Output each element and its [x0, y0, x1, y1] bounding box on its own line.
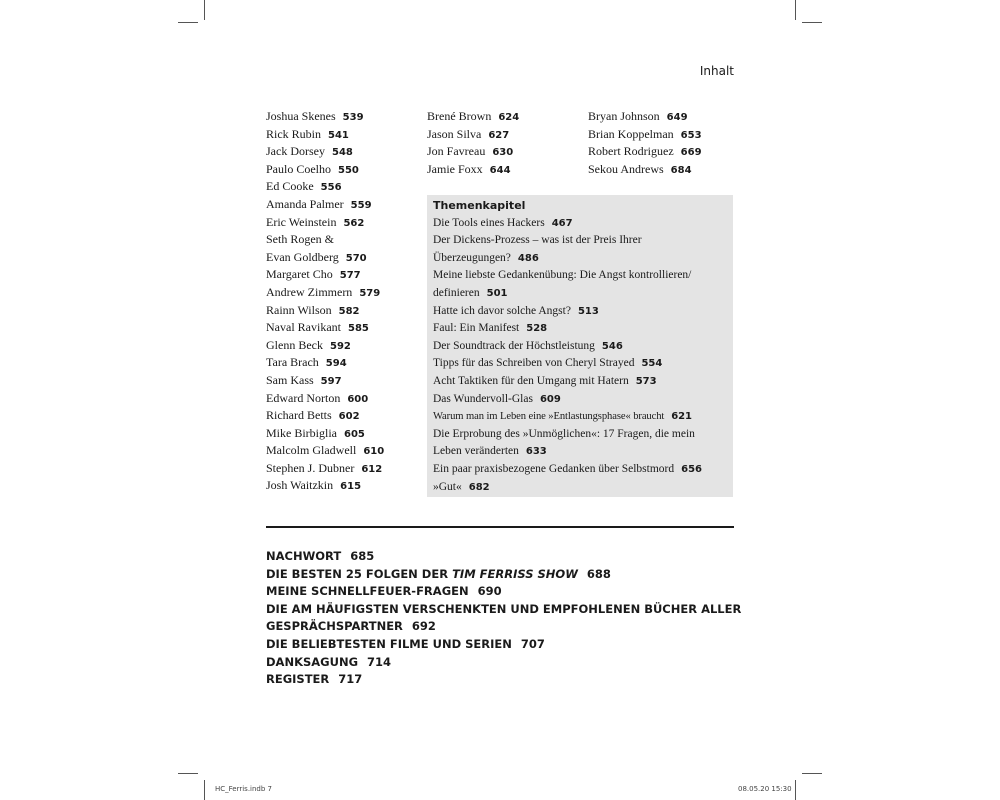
toc-entry: Tara Brach 594 [266, 355, 347, 370]
crop-mark [178, 773, 198, 774]
themen-entry: Hatte ich davor solche Angst? 513 [433, 304, 599, 317]
section-divider [266, 526, 734, 528]
toc-fragen: MEINE SCHNELLFEUER-FRAGEN 690 [266, 584, 502, 599]
themen-entry: Tipps für das Schreiben von Cheryl Strayed 554 [433, 357, 663, 370]
toc-danksagung: DANKSAGUNG 714 [266, 654, 392, 669]
toc-buecher: DIE AM HÄUFIGSTEN VERSCHENKTEN UND EMPFOHLENEN BÜCHER ALLER [266, 601, 742, 616]
themen-entry: Acht Taktiken für den Umgang mit Hatern 573 [433, 374, 657, 387]
crop-mark [795, 0, 796, 20]
toc-buecher-cont: GESPRÄCHSPARTNER 692 [266, 619, 436, 634]
themen-entry: Die Tools eines Hackers 467 [433, 216, 573, 229]
crop-mark [802, 22, 822, 23]
toc-entry: Stephen J. Dubner 612 [266, 460, 383, 475]
themen-entry: Leben veränderten 633 [433, 445, 547, 458]
themen-entry: Meine liebste Gedankenübung: Die Angst kontrollieren/ [433, 269, 692, 282]
toc-entry: Sam Kass 597 [266, 372, 342, 387]
toc-column-3 [588, 108, 738, 178]
themen-entry: definieren 501 [433, 286, 508, 299]
toc-entry: Naval Ravikant 585 [266, 320, 369, 335]
crop-mark [204, 0, 205, 20]
toc-entry: Edward Norton 600 [266, 390, 369, 405]
toc-entry: Rick Rubin 541 [266, 126, 349, 141]
toc-entry: Rainn Wilson 582 [266, 302, 360, 317]
slug-date: 08.05.20 15:30 [738, 785, 792, 793]
toc-folgen: DIE BESTEN 25 FOLGEN DER TIM FERRISS SHOW 688 [266, 566, 611, 581]
toc-entry: Brian Koppelman 653 [588, 126, 702, 141]
themen-entry: Der Soundtrack der Höchstleistung 546 [433, 339, 623, 352]
toc-entry: Eric Weinstein 562 [266, 214, 365, 229]
themen-entry: Die Erprobung des »Unmöglichen«: 17 Fragen, die mein [433, 427, 695, 440]
crop-mark [178, 22, 198, 23]
toc-entry: Jack Dorsey 548 [266, 144, 353, 159]
themen-entry: Der Dickens-Prozess – was ist der Preis Ihrer [433, 234, 642, 247]
toc-entry: Jon Favreau 630 [427, 144, 514, 159]
toc-entry: Paulo Coelho 550 [266, 161, 359, 176]
toc-column-2 [427, 108, 583, 178]
themen-entry: Warum man im Leben eine »Entlastungsphase« braucht 621 [433, 411, 692, 423]
themen-entry: Überzeugungen? 486 [433, 251, 539, 264]
themenkapitel-title: Themenkapitel [433, 199, 526, 212]
toc-entry: Seth Rogen & [266, 232, 334, 247]
running-head: Inhalt [699, 64, 734, 78]
themen-entry: Das Wundervoll-Glas 609 [433, 392, 561, 405]
crop-mark [802, 773, 822, 774]
slug-file: HC_Ferris.indb 7 [215, 785, 272, 793]
toc-entry: Sekou Andrews 684 [588, 161, 692, 176]
toc-entry: Amanda Palmer 559 [266, 196, 372, 211]
toc-entry: Margaret Cho 577 [266, 267, 361, 282]
toc-entry: Glenn Beck 592 [266, 337, 351, 352]
toc-column-1 [266, 108, 422, 495]
themenkapitel-box [427, 195, 733, 497]
toc-entry: Ed Cooke 556 [266, 179, 342, 194]
toc-entry: Josh Waitzkin 615 [266, 478, 362, 493]
crop-mark [795, 780, 796, 800]
crop-mark [204, 780, 205, 800]
themen-entry: Faul: Ein Manifest 528 [433, 322, 548, 335]
toc-nachwort: NACHWORT 685 [266, 549, 375, 563]
toc-entry: Bryan Johnson 649 [588, 109, 688, 123]
themen-entry: Ein paar praxisbezogene Gedanken über Selbstmord 656 [433, 462, 702, 475]
toc-entry: Joshua Skenes 539 [266, 109, 364, 123]
toc-entry: Evan Goldberg 570 [266, 249, 367, 264]
toc-register: REGISTER 717 [266, 672, 363, 687]
toc-filme: DIE BELIEBTESTEN FILME UND SERIEN 707 [266, 636, 545, 651]
toc-entry: Brené Brown 624 [427, 109, 520, 123]
toc-entry: Richard Betts 602 [266, 408, 360, 423]
toc-entry: Andrew Zimmern 579 [266, 284, 381, 299]
toc-entry: Malcolm Gladwell 610 [266, 443, 385, 458]
toc-entry: Robert Rodriguez 669 [588, 144, 702, 159]
toc-entry: Jamie Foxx 644 [427, 161, 511, 176]
toc-entry: Jason Silva 627 [427, 126, 510, 141]
back-matter-list [266, 548, 742, 689]
toc-entry: Mike Birbiglia 605 [266, 425, 365, 440]
themen-entry: »Gut« 682 [433, 480, 490, 493]
